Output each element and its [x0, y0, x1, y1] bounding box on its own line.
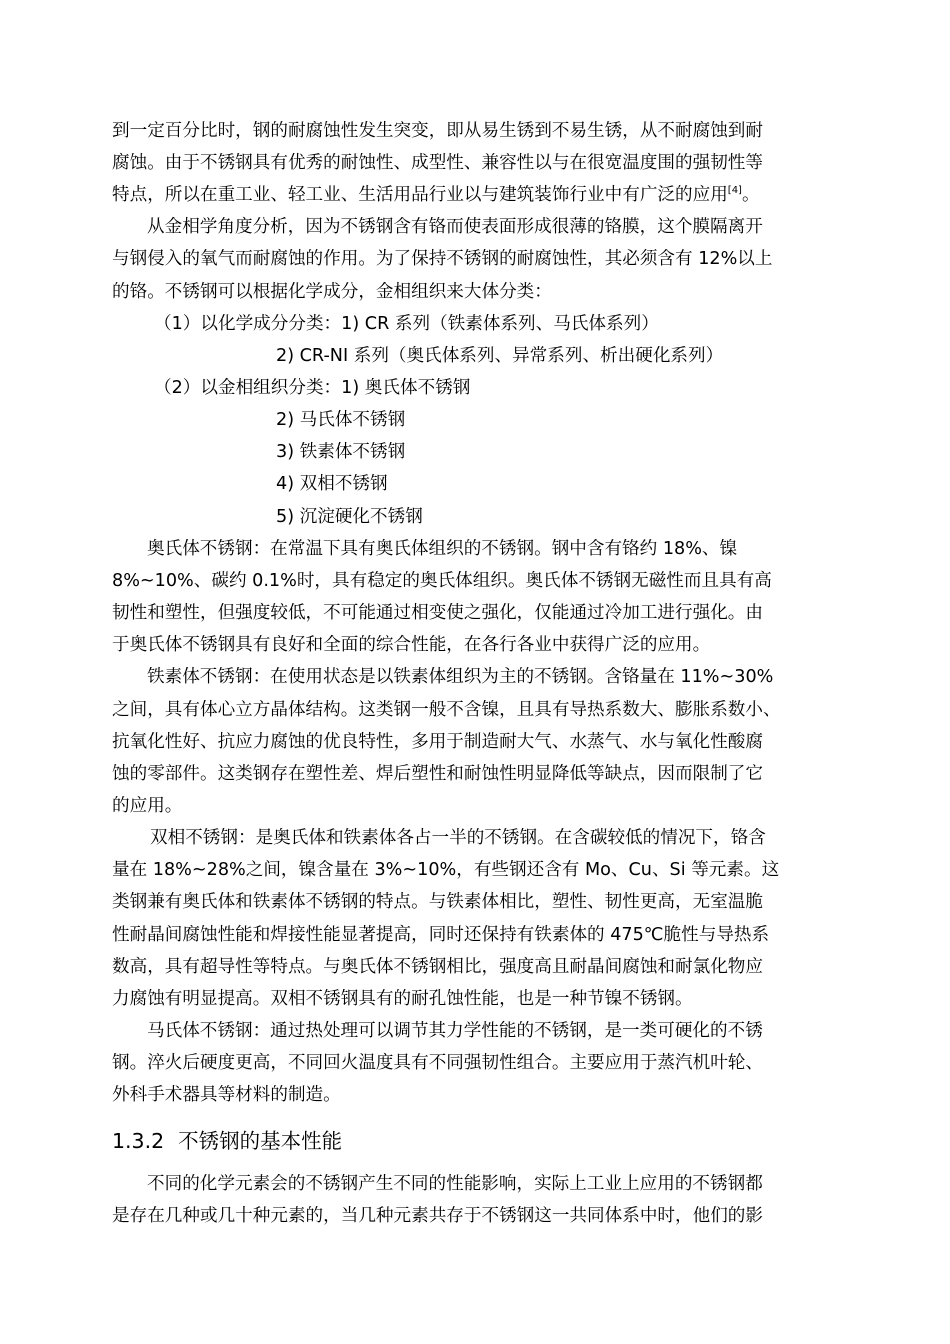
citation-reference: [4] — [727, 185, 742, 196]
text-line: 奥氏体不锈钢：在常温下具有奥氏体组织的不锈钢。钢中含有铬约 18%、镍 — [147, 539, 738, 559]
text-line: 腐蚀。由于不锈钢具有优秀的耐蚀性、成型性、兼容性以与在很宽温度围的强韧性等 — [112, 153, 763, 173]
text-line: 力腐蚀有明显提高。双相不锈钢具有的耐孔蚀性能，也是一种节镍不锈钢。 — [112, 989, 693, 1009]
text-line: 马氏体不锈钢：通过热处理可以调节其力学性能的不锈钢，是一类可硬化的不锈 — [147, 1021, 763, 1041]
text-line: 8%~10%、碳约 0.1%时，具有稳定的奥氏体组织。奥氏体不锈钢无磁性而且具有高 — [112, 571, 772, 591]
text-line: 之间，具有体心立方晶体结构。这类钢一般不含镍，且具有导热系数大、膨胀系数小、 — [112, 700, 781, 720]
classification-item: 2) 马氏体不锈钢 — [276, 410, 406, 430]
text-line: 的铬。不锈钢可以根据化学成分，金相组织来大体分类： — [112, 282, 552, 302]
classification-item: （2）以金相组织分类：1) 奥氏体不锈钢 — [154, 378, 471, 398]
classification-item: （1）以化学成分分类：1) CR 系列（铁素体系列、马氏体系列） — [154, 314, 659, 334]
classification-item: 3) 铁素体不锈钢 — [276, 442, 406, 462]
section-number: 1.3.2 — [112, 1129, 165, 1153]
text-line: 类钢兼有奥氏体和铁素体不锈钢的特点。与铁素体相比，塑性、韧性更高，无室温脆 — [112, 892, 763, 912]
classification-item: 4) 双相不锈钢 — [276, 474, 388, 494]
classification-item: 2) CR-NI 系列（奥氏体系列、异常系列、析出硬化系列） — [276, 346, 724, 366]
text-line: 是存在几种或几十种元素的，当几种元素共存于不锈钢这一共同体系中时，他们的影 — [112, 1206, 763, 1226]
text-line: 铁素体不锈钢：在使用状态是以铁素体组织为主的不锈钢。含铬量在 11%~30% — [147, 667, 774, 687]
text-line: 与钢侵入的氧气而耐腐蚀的作用。为了保持不锈钢的耐腐蚀性，其必须含有 12%以上 — [112, 249, 773, 269]
text-fragment: 。 — [741, 185, 760, 205]
text-line: 性耐晶间腐蚀性能和焊接性能显著提高，同时还保持有铁素体的 475℃脆性与导热系 — [112, 925, 770, 945]
text-line: 双相不锈钢：是奥氏体和铁素体各占一半的不锈钢。在含碳较低的情况下，铬含 — [150, 828, 766, 848]
text-line — [112, 184, 760, 206]
text-line: 抗氧化性好、抗应力腐蚀的优良特性，多用于制造耐大气、水蒸气、水与氧化性酸腐 — [112, 732, 763, 752]
text-line: 于奥氏体不锈钢具有良好和全面的综合性能，在各行各业中获得广泛的应用。 — [112, 635, 711, 655]
text-line: 量在 18%~28%之间，镍含量在 3%~10%，有些钢还含有 Mo、Cu、Si 等元素。这 — [112, 860, 780, 880]
text-line: 韧性和塑性，但强度较低，不可能通过相变使之强化，仅能通过冷加工进行强化。由 — [112, 603, 763, 623]
text-line: 蚀的零部件。这类钢存在塑性差、焊后塑性和耐蚀性明显降低等缺点，因而限制了它 — [112, 764, 763, 784]
text-fragment: 特点，所以在重工业、轻工业、生活用品行业以与建筑装饰行业中有广泛的应用 — [112, 185, 728, 205]
classification-item: 5) 沉淀硬化不锈钢 — [276, 507, 423, 527]
text-line: 外科手术器具等材料的制造。 — [112, 1085, 341, 1105]
section-title: 不锈钢的基本性能 — [178, 1129, 343, 1153]
text-line: 钢。淬火后硬度更高，不同回火温度具有不同强韧性组合。主要应用于蒸汽机叶轮、 — [112, 1053, 763, 1073]
text-line: 的应用。 — [112, 796, 183, 816]
text-line: 到一定百分比时，钢的耐腐蚀性发生突变，即从易生锈到不易生锈，从不耐腐蚀到耐 — [112, 121, 763, 141]
section-heading — [112, 1128, 342, 1154]
text-line: 数高，具有超导性等特点。与奥氏体不锈钢相比，强度高且耐晶间腐蚀和耐氯化物应 — [112, 957, 763, 977]
text-line: 从金相学角度分析，因为不锈钢含有铬而使表面形成很薄的铬膜，这个膜隔离开 — [147, 217, 763, 237]
text-line: 不同的化学元素会的不锈钢产生不同的性能影响，实际上工业上应用的不锈钢都 — [147, 1174, 763, 1194]
